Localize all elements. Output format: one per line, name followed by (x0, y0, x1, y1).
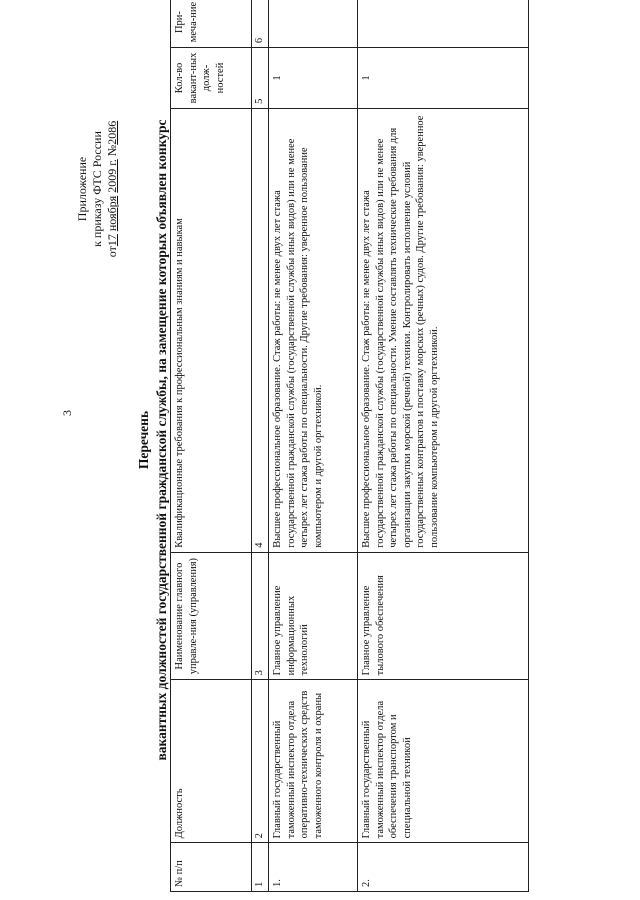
row-number: 1. (269, 843, 358, 892)
appendix-block (75, 114, 120, 264)
row-position: Главный государственный таможенный инспектор отдела обеспечения транспортом и специальной техникой (358, 680, 529, 843)
appendix-date-year: 2009 г. (105, 159, 119, 193)
column-number: 6 (252, 0, 269, 48)
header-position: Должность (171, 680, 252, 843)
row-department: Главное управление тылового обеспечения (358, 552, 529, 680)
appendix-date-prefix: от (105, 246, 119, 258)
header-department: Наименование главного управле-ния (управления) (171, 552, 252, 680)
appendix-date-line (105, 114, 120, 264)
header-count: Кол-во вакант-ных долж-ностей (171, 48, 252, 109)
appendix-date-month: ноября (105, 195, 119, 232)
appendix-number: 2086 (105, 120, 119, 145)
table-header-row (171, 0, 252, 892)
row-count: 1 (269, 48, 358, 109)
row-note (358, 0, 529, 48)
row-note (269, 0, 358, 48)
row-department: Главное управление информационных технологий (269, 552, 358, 680)
appendix-line1: Приложение (75, 156, 89, 222)
column-number: 5 (252, 48, 269, 109)
column-number: 4 (252, 108, 269, 552)
header-requirements: Квалификационные требования к профессиональным знаниям и навыкам (171, 108, 252, 552)
page-number: 3 (60, 410, 74, 416)
document-title: Перечень (136, 410, 151, 470)
row-number: 2. (358, 843, 529, 892)
header-number: № п/п (171, 843, 252, 892)
column-number: 1 (252, 843, 269, 892)
appendix-number-prefix: № (105, 144, 119, 157)
column-number: 3 (252, 552, 269, 680)
row-count: 1 (358, 48, 529, 109)
row-position: Главный государственный таможенный инспектор отдела оперативно-технических средств таможенного контроля и охраны (269, 680, 358, 843)
document-subtitle: вакантных должностей государственной гражданской службы, на замещение которых объявлен конкурс (154, 119, 169, 761)
appendix-date-day: 17 (105, 234, 119, 247)
row-requirements: Высшее профессиональное образование. Стаж работы: не менее двух лет стажа государственной гражданской службы (государственной службы иных видов) или не менее четырех лет стажа работы по специальности. Другие требования: уверенное пользование компьютером и другой оргтехникой. (269, 108, 358, 552)
vacancies-table (170, 0, 529, 892)
appendix-line2: к приказу ФТС России (90, 131, 104, 247)
header-note: При-меча-ние (171, 0, 252, 48)
column-number: 2 (252, 680, 269, 843)
table-row (358, 0, 529, 892)
column-numbers-row (252, 0, 269, 892)
table-row (269, 0, 358, 892)
row-requirements: Высшее профессиональное образование. Стаж работы: не менее двух лет стажа государственной гражданской службы (государственной службы иных видов) или не менее четырех лет стажа работы по специальности. Умение составлять технические требования для организации закупки морской (речной) техники. Контролировать исполнение условий государственных контрактов и поставку морских (речных) судов. Другие требования: уверенное пользование компьютером и другой оргтехникой. (358, 108, 529, 552)
